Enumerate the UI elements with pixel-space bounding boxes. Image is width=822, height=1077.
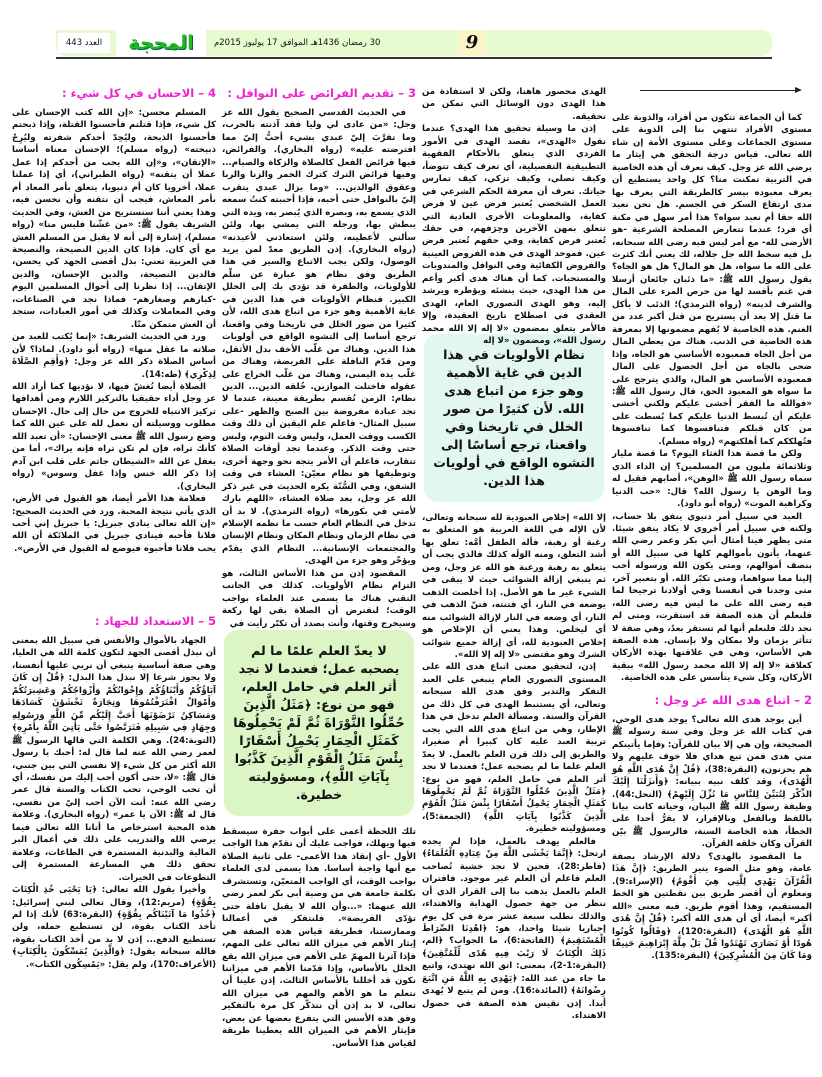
issue-date: 30 رمضان 1436هـ الموافق 17 يوليوز 2015م <box>214 38 381 48</box>
section-heading-5: 5 – الاستعداد للجهاد : <box>95 614 216 628</box>
article-column-2-top <box>222 86 416 629</box>
article-column-3 <box>422 86 606 1062</box>
header-divider <box>56 57 772 59</box>
paragraph: إذن ما وسيلة تحقيق هذا الهدى؟ عندما نقول «الهدى»، نقصد الهدى في الأمور الفردي الذي يتعلق بالأحكام الفقهية التطبيقية التفصيلية، أي تعرف كيف تتوضأ، وكيف تصلي، وكيف تزكي، كيف تمارس حياتك. تعرف أن معرفة الحكم الشرعي في العمل الشخصي يُعتبر فرض عين لا فرض كفاية، والمعلومات الأخرى العادية التي تتعلق بمهن الآخرين وحِرَفهم، في حقك تُعتبر فرض كفاية، وفي حقهم تُعتبر فرض عين. فموحد الهدى في هذه الفروض العينية والفروض الكفائية وفي النوافل والمندوبات والمستحبات. كما أن هناك هدى أكبر وأعم من هذا الهدى، حيث ينشئه ويؤطره ويرشد إليه، وهو الهدى التصوري العام، الهدى العقدي في اصطلاح تاريخ العقيدة، وإلا فالأمر يتعلق بمضمون «لا إله إلا الله محمد رسول الله»، ومضمون «لا إله <box>422 124 606 347</box>
article-column-3-top <box>422 86 606 347</box>
paragraph: تلك اللحظة أعمى على أبواب حفرة سيسقط فيها ويهلك، فواجب عليك أن تقدّم هذا الواجب الأول -أي إنقاذ هذا الأعمى- على ثانية الصلاة مع أنها واجبة أساسا. هذا يسمى لدى العلماء بواجب الوقت، أي الواجب المتعيّن، وتستشرف بكلمة جامعة هي من وصية أبي بكر لعمر رضي الله عنهما: «...وأن الله لا يقبل نافلة حتى تؤدّى الفريضة». فلنتفكر في أعمالنا وممارستنا، فطريقة قياس هذه الصفة هي إيثار الأهم في ميزان الله تعالى على المهم، فإذا آثرنا المهمّ على الأهم في ميزان الله يقع الخلل بالأساس، وإذا قدّمنا الأهم في ميزاننا نكون قد أخللنا بالأساس الثالث. إذن علينا أن نتعلم ما هو الأهم والمهم في ميزان الله تعالى، لا بد إذن أن نتذكّر كل مرة بالتفكير وفق هذه الأسس التي يتفرع بعضها عن بعض، فإيثار الأهم في الميزان الله يعطينا طريقة لقياس هذا الأساس. <box>222 827 416 1049</box>
paragraph: ما المقصود بالهدى؟ دلالة الإرشاد بصفة عامة، وهو مثل الضوء ينير الطريق: ﴿إِنَّ هَذَا الْقُرْآنَ يَهْدِي لِلَّتِي هِيَ أَقْوَمُ﴾ (الإسراء:9). ومعلوم أن أقصر طريق بين نقطتين هو الخط المستقيم، وهذا أقوم طريق. فيه معنى «الله أكبر» أيضا، أي أن هدى الله أكبر: ﴿قُلْ إِنَّ هُدَى اللَّهِ هُوَ الْهُدَى﴾ (البقرة:120)، ﴿وَقَالُوا كُونُوا هُودًا أَوْ نَصَارَى تَهْتَدُوا قُلْ بَلْ مِلَّةَ إِبْرَاهِيمَ حَنِيفًا وَمَا كَانَ مِنَ الْمُشْرِكِينَ﴾ (البقرة:135). <box>612 851 812 962</box>
paragraph: أين يوجد هدى الله تعالى؟ يوجد هدى الوحي، في كتاب الله عز وجل وفي سنة رسوله ﷺ الصحيحة، وإن هي إلا بيان للقرآن: ﴿فإما يأتينكم مني هدى فمن تبع هداي فلا خوف عليهم ولا هم يحزنون﴾ (البقرة:38)، ﴿قُلْ إِنَّ هُدَى اللَّهِ هُوَ الْهُدَى﴾، وقد كلف نبيه ببيانه: ﴿وَأَنزَلْنَا إِلَيْكَ الذِّكْرَ لِتُبَيِّنَ لِلنَّاسِ مَا نُزِّلَ إِلَيْهِمْ﴾ (النحل:44). وظيفة رسول الله ﷺ البيان، وحياته كانت بيانا باللفظ وبالفعل وبالإقرار، لا يقرُّ أحدا على الخطأ، هذه الخاصة السنة، فالرسول ﷺ بيّن القرآن وكان خلقه القرآن. <box>612 714 812 850</box>
paragraph: الجهاد بالأموال والأنفس في سبيل الله بمعنى أن نبذل أقصى الجهد لتكون كلمة الله هي العليا، وهي صفة أساسية ينبغي أن نربي عليها أنفسنا، ولا يجوز شرعا إلا نبذل هذا البذل: ﴿قُلْ إِن كَانَ آبَاؤُكُمْ وَأَبْنَاؤُكُمْ وَإِخْوَانُكُمْ وَأَزْوَاجُكُمْ وَعَشِيرَتُكُمْ وَأَمْوَالٌ اقْتَرَفْتُمُوهَا وَتِجَارَةٌ تَخْشَوْنَ كَسَادَهَا وَمَسَاكِنُ تَرْضَوْنَهَا أَحَبَّ إِلَيْكُم مِّنَ اللَّهِ وَرَسُولِهِ وَجِهَادٍ فِي سَبِيلِهِ فَتَرَبَّصُوا حَتَّى يَأْتِيَ اللَّهُ بِأَمْرِهِ﴾ (التوبة:24). وهي الكلمة التي قالها الرسول ﷺ لعمر رضي الله عنه لما قال له: أحبك يا رسول الله أكثر من كل شيء إلا نفسي التي بين جنبي، قال ﷺ: «لا، حتى أكون أحب إليك من نفسك، أي أن تحب الوحي، تحب الكتاب والسنة قال عمر رضي الله عنه: أنت الآن أحب إليّ من نفسي. قال له ﷺ: الآن يا عمر» (رواه البخاري). وعلامة هذه المحبة استرخاص ما أتانا الله تعالى فيما يرضي الله والتدريب على ذلك في أعمال البر المالية والبدنية المستمرة في الطاعات، وعلامة تحقق ذلك هي المسارعة المستمرة إلى التطوعات في الخيرات. <box>12 636 216 883</box>
paragraph: وأخيرا يقول الله تعالى: ﴿يَا يَحْيَى خُذِ الْكِتَابَ بِقُوَّةٍ﴾ (مريم:12)، وقال تعالى لبني إسرائيل: ﴿خُذُوا مَا آتَيْنَاكُم بِقُوَّةٍ﴾ (البقرة:63) لأنك إذا لم تأخذ الكتاب بقوة، لن تستطيع حمله، ولن تستطيع الدفع... إذن لا بد من أخذ الكتاب بقوة، فالله سبحانه يقول: ﴿وَالَّذِينَ يُمَسِّكُونَ بِالْكِتَابِ﴾ (الأعراف:170)، ولم يقل: «يَمْسِكُون الكتاب». <box>12 885 216 970</box>
article-column-2-bottom <box>222 826 416 1062</box>
article-column-3-bottom <box>422 512 606 1062</box>
article-column-2 <box>222 86 416 1062</box>
page-number: 9 <box>458 30 486 56</box>
paragraph: المسلم محسن: «إن الله كتب الإحسان على كل شيء، فإذا قتلتم فأحسنوا القتلة، وإذا ذبحتم فأحسنوا الذبحة، وليُحِدّ أحدكم شفرته وليُرِحْ ذبيحته» (رواه مسلم)؛ الإحسان معناه أساسا «الإتقان»، و«إن الله يحب من أحدكم إذا عمل عملا أن يتقنه» (رواه الطبراني)، أي إذا عملنا عملا، أخرويا كان أم دنيويا، يتعلق بأمر المعاد أم بأمر المعاش، فيجب أن نتقنه وأن نحسن فيه، وهذا يعني أننا سنستريح من الغش، وفي الحديث الشريف يقول ﷺ: «من غشّنا فليس منا» (رواه مسلم)، إشارة إلى أنه لا يقبل من المسلم الغش مع أي كان. فإذا كان الدين النصيحة، والنصيحة في العربية تعني: بذل أقصى الجهد كي يحسن، فالدين النصيحة، والدين الإحسان، والدين الإتقان... إذا نظرنا إلى أحوال المسلمين اليوم -كبارهم وصغارهم- فماذا نجد في الصناعات، وفي المعاملات وكذلك في أمور العبادات، ستجد أن الغش متمكن منّا. <box>12 108 216 330</box>
paragraph: ولكن ما قصة هذا الغثاء اليوم؟ ما قصة مليار وثلاثمائة مليون من المسلمين؟ إن الداء الذي سماه رسول الله ﷺ «الوهن»، أصابهم فقيل له وما الوهن يا رسول الله؟ قال: «حب الدنيا وكراهية الموت» (رواه أبو داود). <box>612 449 812 510</box>
article-column-1-bottom <box>12 614 216 1062</box>
issue-number: العدد 443 <box>58 33 110 53</box>
section-heading-2: 2 – اتباع هدى الله عز وجل : <box>654 692 812 707</box>
paragraph: إلا الله» إخلاص العبودية لله سبحانه وتعالى، لأن الإله في اللغة العربية هو المتعلق به رغبة أو رهبة، فأله الطفل أمَّه: تعلق بها أشد التعلق، ومنه الوَلَه كذلك فالذي يجب أن يتعلق به رهبة ورغبة هو الله عز وجل، ومن ثم ينبغي إزالة الشوائب حيث لا يبقى في الشيء غير ما هو الأصل. إذا أخلصت الذهب يوضعه في النار، أي فتنته، فتنّ الذهب في النار، أي وضعه في النار لإزالة الشوائب منه أي ليخلص. وهذا يعني أن الإخلاص هو إخلاص العبودية لله، أي إزالة جميع شوائب الشرك وهو مقتضى «لا إله إلا الله». <box>422 513 606 660</box>
article-column-1-top <box>12 86 216 610</box>
paragraph: المقصود إذن من هذا الأساس الثالث، هو التزام نظام الأولويات. كذلك في الجانب التقني هناك ما يسمى عند العلماء بواجب الوقت؛ لنفترض أن الصلاة بقي لها ركعة وسيخرج وقتها، وأنت بصدد أن تكبّر رأيت في <box>222 568 416 629</box>
paragraph: إذن، لتحقيق معنى اتباع هدى الله على المستوى التصوري العام ينبغي على العبد التفكر والتدبر وفق هدى الله سبحانه وتعالى، أي يستنبط الهدى في كل ذلك من القرآن والسنة. ومسألة العلم تدخل في هذا الإطار، وهي من اتباع هدى الله التي يجب تربية العبد عليه كان كبيرا أم صغيرا، والطريق إلى ذلك قرن العلم بالعمل. لا يعدّ العلم علما ما لم يصحبه عمل؛ فعندما لا نجد أثر العلم في حامل العلم، فهو من نوع: ﴿مَثَلُ الَّذِينَ حُمِّلُوا التَّوْرَاةَ ثُمَّ لَمْ يَحْمِلُوهَا كَمَثَلِ الْحِمَارِ يَحْمِلُ أَسْفَارًا بِئْسَ مَثَلُ الْقَوْمِ الَّذِينَ كَذَّبُوا بِآيَاتِ اللَّهِ﴾ (الجمعة:5)، ومسؤوليته خطيرة. <box>422 662 606 835</box>
paragraph: فالعلم يهدف بالعمل، فإذا لم يجده ارتحل: ﴿إِنَّمَا يَخْشَى اللَّهَ مِنْ عِبَادِهِ الْعُلَمَاءُ﴾ (فاطر:28). فحين لا تجد خشية تُصاحب العلم فاعلم أن العلم غير موجود. فافتران العلم بالعمل يذهب بنا إلى القرار الذي أن ننظر من جهة حصول الهداية والاهتداء، والذلك نطلب سبعة عشر مرة في كل يوم إجباريا شيئا واحدا، هو: ﴿اهْدِنَا الصِّرَاطَ الْمُسْتَقِيمَ﴾ (الفاتحة:6)، ما الجواب؟ ﴿الم، ذَلِكَ الْكِتَابُ لَا رَيْبَ فِيهِ هُدًى لِّلْمُتَّقِينَ﴾ (البقرة:1-2)، بمعنى: اتق الله تهتدي، واتبع ما جاء من عند الله: ﴿يَهْدِي بِهِ اللَّهُ مَنِ اتَّبَعَ رِضْوَانَهُ﴾ (المائدة:16). ومن لم يتبع لا يُهدى أبدا. إذن نقيس هذه الصفة في حصول الاهتداء. <box>422 836 607 1022</box>
continuation-arrow-icon <box>640 90 800 91</box>
paragraph: كما أن الجماعة تتكون من أفراد، والذوبة على مستوى الأفراد تنتهي بنا إلى الذوبة على مستوى الجماعات وعلى مستوى الأمة إن شاء الله تعالى. قياس درجة التحقق هي إيثار ما يرضي الله عز وجل. كيف نعرف أن هذه الخاصية في التربية تمكنت منا؟ كل واحد يستطيع أن يعرف معبوده بيسر كالطريقة التي يعرف بها مدى ارتفاع السكر في الجسم. هل نحن نعبد الله حقا أم نعبد سواه؟ هذا أمر سهل في مكنة أي فرد؛ عندما تتعارض المصلحة الشرعية -هو الأرضى لله- مع أمر ليس فيه رضى الله سبحانه، بل فيه سخط الله جل جلاله، لك يعني أنك كثرت على الله ما سواه، هل هو المال؟ هل هو الجاه؟ يقول رسول الله ﷺ: «ما ذئبان جائعان أرسلا في غنم بأفسد لها من حرص المرء على المال والشرف لدينه» (رواه الترمذي)؛ الذئب لا يأكل ما قتل إلا بعد أن يستريح من قتل أكبر عدد من الغنم. هذه الخاصية لا يُفهم مضمونها إلا بمعرفة هذه الخاصية في الذنب. هناك من يعطي المال من أجل الجاه فمعبوده الأساسي هو الجاه، وإذا ضحى بالجاه من أجل الحصول على المال فمعبوده الأساسي هو المال، والذي يترجح على ما سواه هو المعبود الحق، قال رسول الله ﷺ: «فوالله ما الفقر أخشى عليكم ولكني أخشى عليكم أن تُبسط الدنيا عليكم كما بُسطت على من كان قبلكم فتنافسوها كما تنافسوها فتُهلككم كما أهلكتهم» (رواه مسلم). <box>612 113 812 447</box>
paragraph: في الحديث القدسي الصحيح يقول الله عز وجل: «من عادى لي وليا فقد آذنته بالحرب، وما تقرَّبَ إليّ عبدي بشيء أحبُّ إليّ مما افترضته عليه» (رواه البخاري). والفرائض، فيها فرائض الفعل كالصلاة والزكاة والصيام... وفيها فرائض الترك كترك الخمر والزنا والربا وعقوق الوالدين... «وما يزال عبدي يتقرب إليّ بالنوافل حتى أحبه، فإذا أحببته كنتُ سمعه الذي يسمع به، وبصره الذي يُبصر به، ويده التي يبطش بها، ورجله التي يمشي بها، ولئن سألني لأعطينه، ولئن استعاذني لأعيذنه» (رواه البخاري). إذن الطريق معدّ لمن يريد الوصول، ولكن يجب الاتباع والسير في هذا الطريق وفق نظام هو عبارة عن سلّم للأولويات، والطفرة قد تؤدي بك إلى الخلل الكبير. فنظام الأولويات في هذا الدين في غاية الأهمية وهو جزء من اتباع هدى الله، لأن كثيرا من صور الخلل في تاريخنا وفي واقعنا، ترجع أساسا إلى التشوه الواقع في أولويات هذا الدين. وهناك من غلّب الأخف بدل الأثقل، ومن قدّم النافلة على الفريضة، وهناك من غلّب يده اليمنى، وهناك من غلّب الخراج على عقوله فاختلت الموازين. خُلقه الدين... الدين نظام: الزمن نُقسم بطريقة معينة، عندما لا تجد عبادة مفروضة بين الصبح والظهر -على سبيل المثال- فاعلم علم اليقين أن ذلك وقت الكسب ووقت العمل، وليس وقت النوم، وليس حتى وقت الذكر. وعندما تجد أوقات الصلاة تتقارب، فاعلم أن الأمر يتجه نحو وجهة أخرى، وتوظيفها هو نظام معيّن: العشاء في وقت الشفق، وفي السُّنّة يكره الحديث في غير ذكر الله عز وجل، بعد صلاة العشاء، «اللهم بارك لأمتي في بكورها» (رواه الترمذي). لا بد أن تدخل في النظام العام حسب ما نظمه الإسلام في نظام الزمان ونظام المكان ونظام الإنسان والمجتمعات الإنسانية... النظام الذي يقدّم ويؤخّر وهو جزء من الهدى. <box>222 108 416 567</box>
paragraph: فعلامة هذا الأمر أيضا، هو القبول في الأرض، الذي يأتي نتيجة المحبة. ورد في الحديث الصحيح: «إن الله تعالى ينادي جبريل: يا جبريل إني أحب فلانا فأحبه فينادي جبريل في الملائكة أن الله يحب فلانا فأحبوه فيوضع له القبول في الأرض». <box>12 494 216 554</box>
paragraph: ورد في الحديث الشريف: «إنما يُكتب للعبد من صلاته ما عقل منها» (رواه أبو داود). لماذا؟ لأن أساس الصلاة ذكر الله عز وجل: ﴿وَأَقِمِ الصَّلَاةَ لِذِكْرِي﴾ (طه:14). <box>12 332 216 380</box>
newspaper-logo: المحجة <box>116 30 206 56</box>
pull-quote-priorities: نظام الأولويات في هذا الدين في غاية الأهمية وهو جزء من اتباع هدى الله. لأن كثيرًا من صور الخلل في تاريخنا وفي واقعنا، ترجع أساسًا إلى التشوه الواقع في أولويات هذا الدين. <box>424 334 604 502</box>
pull-quote-knowledge: لا يعدّ العلم علمًا ما لم يصحبه عمل؛ فعندما لا نجد أثر العلم في حامل العلم، فهو من نوع: ﴿مَثَلُ الَّذِينَ حُمِّلُوا التَّوْرَاةَ ثُمَّ لَمْ يَحْمِلُوهَا كَمَثَلِ الْحِمَارِ يَحْمِلُ أَسْفَارًا بِئْسَ مَثَلُ الْقَوْمِ الَّذِينَ كَذَّبُوا بِآيَاتِ اللَّهِ﴾، ومسؤوليته خطيرة. <box>224 630 414 816</box>
section-heading-3: 3 – تقديم الفرائض على النوافل : <box>227 86 416 100</box>
paragraph: الصلاة أيضا نُغشّ فيها، لا نؤديها كما أراد الله عز وجل أداء حقيقيا بالتركيز اللازم ومن أهدافها تركيز الانتباه للخروج من حال إلى حال. الإحسان مطلوب ووسيلته أن نعمل لله على عين الله كما وضع رسول الله ﷺ معنى الإحسان: «أن تعبد الله كأنك تراه، فإن لم تكن تراه فإنه يراك»، أما من يغفل عن الله «الشيطان جاثم على قلب ابن آدم إذا ذكر الله خنس وإذا غفل وسوس» (رواه البخاري). <box>12 381 216 492</box>
paragraph: الهدى محصور هاهنا، ولكن لا استفادة من هذا الهدى دون الوسائل التي تمكن من تحقيقه. <box>422 87 606 122</box>
article-column-1 <box>12 86 216 1062</box>
article-column-4 <box>612 112 812 1062</box>
paragraph: العبد في سبيل أمر دنيوي ينفق بلا حساب، ولكنه في سبيل أمر أخروي لا يكاد ينفق شيئا. متى يظهر فينا أمثال أبي بكر وعمر رضي الله عنهما، يأتون بأموالهم كلها في سبيل الله أو بنصف أموالهم، ومتى يكون الله ورسوله أحب إلينا مما سواهما، ومتى تكبّر الله. أو بتعبير آخر، متى وجدنا في أنفسنا وفي أولادنا ترجيحا لما فيه رضى الله على ما ليس فيه رضى الله، فلنعلم أن هذه الصفة قد استقرت، ومتى لم نجد ذلك فلنعلم أنها لم تستقر بعدُ، وهي صفة لا تتأثر بزمان ولا بمكان ولا بإنسان. هذه الصفة هي الأساس، وهي في علاقتها بهذه الأركان كعلاقة «لا إله إلا الله محمد رسول الله» ببقية الأركان، وكل شيء يتأسس على هذه الخاصية. <box>612 511 812 684</box>
section-heading-4: 4 – الاحسان في كل شيء : <box>62 86 216 100</box>
